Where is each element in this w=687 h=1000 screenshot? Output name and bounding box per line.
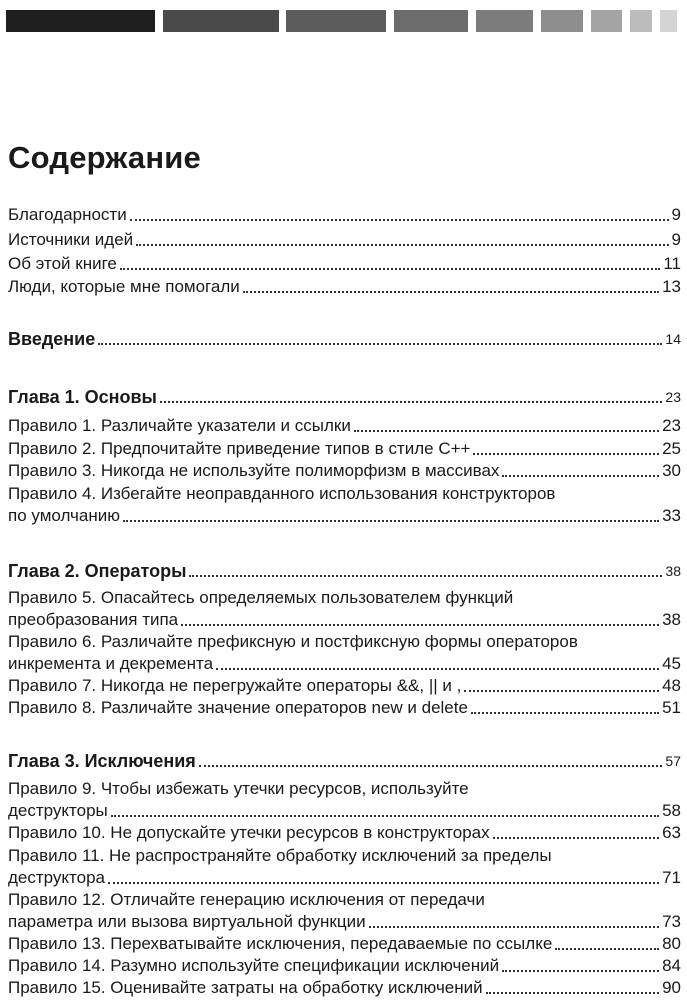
rule-text: деструкторы <box>8 801 108 820</box>
rule-text: Правило 10. Не допускайте утечки ресурсов в конструкторах <box>8 823 490 842</box>
rule-text: инкремента и декремента <box>8 654 214 673</box>
rule-page: 23 <box>662 416 681 435</box>
toc-entry-page: 13 <box>662 277 681 296</box>
dot-leader <box>473 453 659 455</box>
header-bar-7 <box>591 10 622 32</box>
rule-text: по умолчанию <box>8 506 120 525</box>
dot-leader <box>160 401 663 403</box>
toc-rule-6[interactable] <box>8 654 681 674</box>
rule-text: преобразования типа <box>8 610 179 629</box>
dot-leader <box>464 690 659 692</box>
header-bar-8 <box>630 10 652 32</box>
rule-page: 71 <box>662 868 681 887</box>
dot-leader <box>181 624 659 626</box>
toc-entry-text: Благодарности <box>8 205 127 224</box>
chapter-page: 23 <box>665 389 681 405</box>
dot-leader <box>189 575 662 577</box>
rule-text: параметра или вызова виртуальной функции <box>8 912 366 931</box>
toc-rule-5[interactable] <box>8 610 681 630</box>
rule-text: Правило 7. Никогда не перегружайте операторы &&, || и , <box>8 676 462 695</box>
dot-leader <box>123 520 659 522</box>
header-bar-9 <box>660 10 677 32</box>
chapter-title: Глава 2. Операторы <box>8 561 187 581</box>
rule-text: деструктора <box>8 868 106 887</box>
dot-leader <box>471 712 659 714</box>
toc-chapter-3[interactable] <box>8 751 681 771</box>
chapter-title: Глава 1. Основы <box>8 387 157 407</box>
toc-rule-2[interactable] <box>8 439 681 459</box>
header-bar-2 <box>163 10 279 32</box>
toc-rule-12[interactable] <box>8 912 681 932</box>
toc-chapter-1[interactable] <box>8 387 681 407</box>
toc-entry-page: 11 <box>663 254 681 273</box>
toc-entry-sources[interactable] <box>8 230 681 250</box>
header-bar-1 <box>6 10 155 32</box>
toc-rule-5-line1[interactable]: Правило 5. Опасайтесь определяемых пользователем функций <box>8 588 514 607</box>
toc-rule-14[interactable] <box>8 956 681 976</box>
rule-page: 33 <box>662 506 681 525</box>
toc-rule-4-line1[interactable]: Правило 4. Избегайте неоправданного использования конструкторов <box>8 484 556 503</box>
chapter-page: 38 <box>665 563 681 579</box>
dot-leader <box>111 815 659 817</box>
rule-text: Правило 1. Различайте указатели и ссылки <box>8 416 351 435</box>
toc-entry-page: 9 <box>671 205 681 224</box>
chapter-page: 57 <box>665 753 681 769</box>
toc-entry-about-book[interactable] <box>8 254 681 274</box>
toc-rule-3[interactable] <box>8 461 681 481</box>
toc-rule-9[interactable] <box>8 801 681 821</box>
rule-page: 25 <box>662 439 681 458</box>
header-bar-5 <box>476 10 533 32</box>
rule-page: 30 <box>662 461 681 480</box>
header-bar-4 <box>394 10 468 32</box>
rule-text: Правило 2. Предпочитайте приведение типов в стиле C++ <box>8 439 471 458</box>
toc-entry-text: Введение <box>8 329 96 349</box>
rule-text: Правило 13. Перехватывайте исключения, передаваемые по ссылке <box>8 934 553 953</box>
toc-rule-7[interactable] <box>8 676 681 696</box>
toc-rule-15[interactable] <box>8 978 681 998</box>
dot-leader <box>98 343 662 345</box>
rule-text: Правило 3. Никогда не используйте полиморфизм в массивах <box>8 461 500 480</box>
toc-entry-introduction[interactable] <box>8 329 681 349</box>
dot-leader <box>486 992 659 994</box>
toc-entry-page: 9 <box>671 230 681 249</box>
toc-rule-1[interactable] <box>8 416 681 436</box>
rule-page: 38 <box>662 610 681 629</box>
toc-rule-10[interactable] <box>8 823 681 843</box>
toc-entry-page: 14 <box>665 331 681 347</box>
dot-leader <box>555 948 659 950</box>
chapter-title: Глава 3. Исключения <box>8 751 196 771</box>
dot-leader <box>130 219 669 221</box>
dot-leader <box>493 837 659 839</box>
header-bar-3 <box>286 10 386 32</box>
rule-page: 48 <box>662 676 681 695</box>
page-title: Содержание <box>8 140 201 175</box>
dot-leader <box>354 430 659 432</box>
header-bar-6 <box>541 10 583 32</box>
rule-page: 45 <box>662 654 681 673</box>
rule-text: Правило 8. Различайте значение операторов new и delete <box>8 698 468 717</box>
dot-leader <box>216 668 659 670</box>
toc-entry-helpers[interactable] <box>8 277 681 297</box>
toc-entry-text: Об этой книге <box>8 254 117 273</box>
dot-leader <box>136 244 668 246</box>
dot-leader <box>502 475 659 477</box>
toc-entry-text: Люди, которые мне помогали <box>8 277 240 296</box>
dot-leader <box>108 882 659 884</box>
rule-page: 51 <box>662 698 681 717</box>
toc-entry-text: Источники идей <box>8 230 134 249</box>
rule-page: 58 <box>662 801 681 820</box>
toc-entry-acknowledgements[interactable] <box>8 205 681 225</box>
toc-rule-12-line1[interactable]: Правило 12. Отличайте генерацию исключения от передачи <box>8 890 485 909</box>
dot-leader <box>502 970 659 972</box>
rule-text: Правило 14. Разумно используйте спецификации исключений <box>8 956 500 975</box>
rule-text: Правило 15. Оценивайте затраты на обработку исключений <box>8 978 483 997</box>
toc-rule-11-line1[interactable]: Правило 11. Не распространяйте обработку исключений за пределы <box>8 846 552 865</box>
rule-page: 84 <box>662 956 681 975</box>
rule-page: 73 <box>662 912 681 931</box>
toc-rule-8[interactable] <box>8 698 681 718</box>
dot-leader <box>199 765 663 767</box>
toc-rule-11[interactable] <box>8 868 681 888</box>
dot-leader <box>243 291 659 293</box>
toc-rule-9-line1[interactable]: Правило 9. Чтобы избежать утечки ресурсов, используйте <box>8 779 469 798</box>
rule-page: 80 <box>662 934 681 953</box>
dot-leader <box>120 268 660 270</box>
toc-rule-6-line1[interactable]: Правило 6. Различайте префиксную и постфиксную формы операторов <box>8 632 578 651</box>
dot-leader <box>369 926 660 928</box>
toc-rule-4[interactable] <box>8 506 681 526</box>
rule-page: 90 <box>662 978 681 997</box>
rule-page: 63 <box>662 823 681 842</box>
toc-chapter-2[interactable] <box>8 561 681 581</box>
toc-rule-13[interactable] <box>8 934 681 954</box>
